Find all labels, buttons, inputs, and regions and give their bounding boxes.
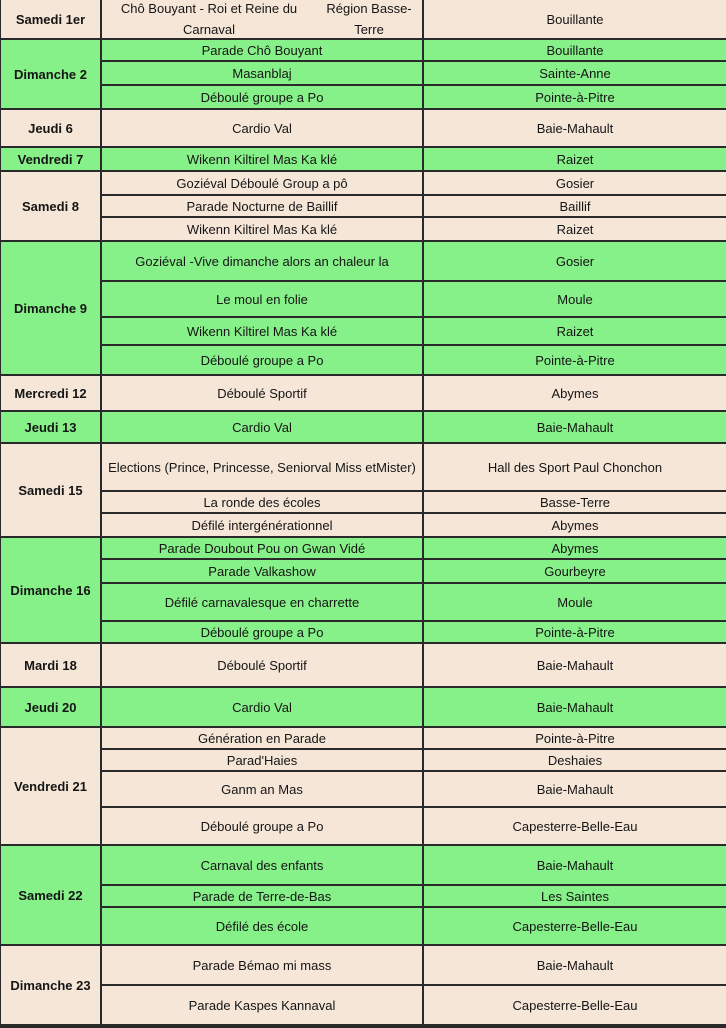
- event-location: Baie-Mahault: [424, 644, 726, 688]
- event-name: Wikenn Kiltirel Mas Ka klé: [102, 318, 424, 346]
- event-name: Déboulé groupe a Po: [102, 622, 424, 644]
- event-name: Déboulé Sportif: [102, 376, 424, 412]
- day-label: Samedi 8: [0, 172, 102, 242]
- day-label: Samedi 1er: [0, 0, 102, 40]
- event-name: Déboulé Sportif: [102, 644, 424, 688]
- event-location: Deshaies: [424, 750, 726, 772]
- event-name: Parade Valkashow: [102, 560, 424, 584]
- event-location: Pointe-à-Pitre: [424, 728, 726, 750]
- event-location: Baie-Mahault: [424, 110, 726, 148]
- day-label: Jeudi 13: [0, 412, 102, 444]
- event-location: Baillif: [424, 196, 726, 218]
- event-location: Pointe-à-Pitre: [424, 86, 726, 110]
- day-label: Dimanche 2: [0, 40, 102, 110]
- event-name: Cardio Val: [102, 688, 424, 728]
- day-label: Vendredi 7: [0, 148, 102, 172]
- event-name: Wikenn Kiltirel Mas Ka klé: [102, 218, 424, 242]
- event-location: Baie-Mahault: [424, 688, 726, 728]
- event-location: Raizet: [424, 218, 726, 242]
- event-location: Sainte-Anne: [424, 62, 726, 86]
- event-name: Parade Kaspes Kannaval: [102, 986, 424, 1026]
- event-location: Hall des Sport Paul Chonchon: [424, 444, 726, 492]
- event-location: Moule: [424, 584, 726, 622]
- day-label: Dimanche 9: [0, 242, 102, 376]
- event-location: Raizet: [424, 318, 726, 346]
- event-location: Bouillante: [424, 40, 726, 62]
- event-name: Parad'Haies: [102, 750, 424, 772]
- day-label: Vendredi 21: [0, 728, 102, 846]
- event-name: Chô Bouyant - Roi et Reine du Carnaval Région Basse-Terre: [102, 0, 424, 40]
- event-location: Gosier: [424, 172, 726, 196]
- day-label: Mercredi 12: [0, 376, 102, 412]
- event-name: Carnaval des enfants: [102, 846, 424, 886]
- event-location: Abymes: [424, 376, 726, 412]
- event-name: Déboulé groupe a Po: [102, 86, 424, 110]
- event-name: Goziéval Déboulé Group a pô: [102, 172, 424, 196]
- event-location: Capesterre-Belle-Eau: [424, 986, 726, 1026]
- event-name: Défilé carnavalesque en charrette: [102, 584, 424, 622]
- event-name: Génération en Parade: [102, 728, 424, 750]
- event-location: Capesterre-Belle-Eau: [424, 808, 726, 846]
- event-name: Goziéval - Vive dimanche alors an chaleur la: [102, 242, 424, 282]
- event-location: Baie-Mahault: [424, 412, 726, 444]
- day-label: Samedi 15: [0, 444, 102, 538]
- event-location: Baie-Mahault: [424, 772, 726, 808]
- event-name: Le moul en folie: [102, 282, 424, 318]
- event-location: Moule: [424, 282, 726, 318]
- event-name: Wikenn Kiltirel Mas Ka klé: [102, 148, 424, 172]
- day-label: Dimanche 16: [0, 538, 102, 644]
- event-name: La ronde des écoles: [102, 492, 424, 514]
- event-name: Parade Bémao mi mass: [102, 946, 424, 986]
- event-name: Masanblaj: [102, 62, 424, 86]
- event-location: Abymes: [424, 514, 726, 538]
- event-name: Cardio Val: [102, 110, 424, 148]
- event-location: Abymes: [424, 538, 726, 560]
- day-label: Mardi 18: [0, 644, 102, 688]
- event-name: Défilé intergénérationnel: [102, 514, 424, 538]
- event-name: Défilé des école: [102, 908, 424, 946]
- day-label: Jeudi 6: [0, 110, 102, 148]
- event-name: Parade Chô Bouyant: [102, 40, 424, 62]
- event-name: Cardio Val: [102, 412, 424, 444]
- event-location: Les Saintes: [424, 886, 726, 908]
- event-location: Pointe-à-Pitre: [424, 346, 726, 376]
- event-location: Pointe-à-Pitre: [424, 622, 726, 644]
- event-location: Raizet: [424, 148, 726, 172]
- event-location: Baie-Mahault: [424, 846, 726, 886]
- event-location: Gourbeyre: [424, 560, 726, 584]
- event-name: Parade Nocturne de Baillif: [102, 196, 424, 218]
- event-location: Baie-Mahault: [424, 946, 726, 986]
- event-name: Parade Doubout Pou on Gwan Vidé: [102, 538, 424, 560]
- event-location: Basse-Terre: [424, 492, 726, 514]
- day-label: Jeudi 20: [0, 688, 102, 728]
- event-location: Bouillante: [424, 0, 726, 40]
- event-name: Elections (Prince, Princesse, Seniorval Miss et Mister): [102, 444, 424, 492]
- event-location: Gosier: [424, 242, 726, 282]
- day-label: Samedi 22: [0, 846, 102, 946]
- event-name: Déboulé groupe a Po: [102, 346, 424, 376]
- event-name: Ganm an Mas: [102, 772, 424, 808]
- event-location: Capesterre-Belle-Eau: [424, 908, 726, 946]
- event-name: Déboulé groupe a Po: [102, 808, 424, 846]
- day-label: Dimanche 23: [0, 946, 102, 1026]
- event-name: Parade de Terre-de-Bas: [102, 886, 424, 908]
